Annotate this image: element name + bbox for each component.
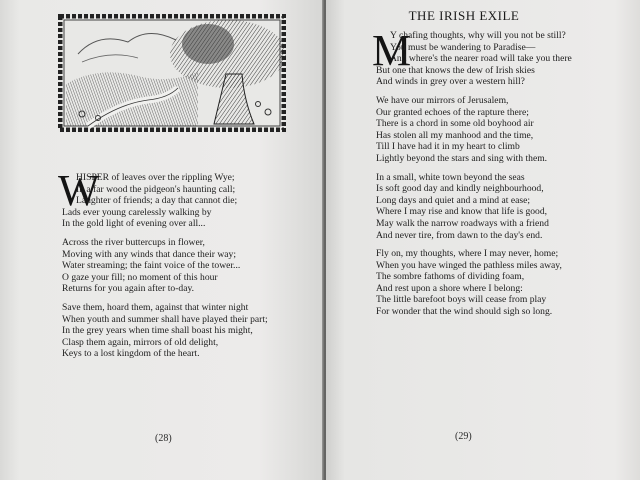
poem-line: And rest upon a shore where I belong: [376,282,523,294]
poem-line: Save them, hoard them, against that winter night [62,301,249,313]
stanza [376,95,572,165]
woodcut-illustration [58,14,286,132]
poem-line: And where's the nearer road will take you there [390,53,572,65]
stanza [62,172,268,230]
poem-line: The sombre fathoms of dividing foam, [376,271,525,283]
drop-cap: M [372,26,412,75]
page-number: (28) [155,433,172,444]
poem-line: The little barefoot boys will cease from play [376,294,547,306]
poem-line: In a small, white town beyond the seas [376,171,525,183]
stanza [376,172,572,242]
poem-line: When you have winged the pathless miles away, [376,259,562,271]
poem-line: Fly on, my thoughts, where I may never, home; [376,248,559,260]
poem-line: Lightly beyond the stars and sing with them. [376,152,548,164]
poem-line: HISPER of leaves over the rippling Wye; [76,172,235,183]
poem-line: You must be wandering to Paradise— [390,41,536,53]
poem-line: Our granted echoes of the rapture there; [376,106,529,118]
poem-line: Long days and quiet and a mind at ease; [376,194,530,206]
page-number: (29) [455,431,472,442]
poem-line: Is soft good day and kindly neighbourhood, [376,183,544,195]
poem-line: And winds in grey over a western hill? [376,76,525,88]
poem-line: Returns for you again after to-day. [62,283,195,295]
poem-line: In the gold light of evening over all... [62,218,206,230]
poem-line: Has stolen all my manhood and the time, [376,129,534,141]
poem-line: Till I have had it in my heart to climb [376,141,520,153]
poem-line: Across the river buttercups in flower, [62,236,205,248]
poem-line: For wonder that the wind should sigh so long. [376,306,553,318]
poem-line: There is a chord in some old boyhood air [376,118,534,130]
poem-line: Water streaming; the faint voice of the tower... [62,260,241,272]
poem-line: Lads ever young carelessly walking by [62,206,212,218]
poem-line: O gaze your fill; no moment of this hour [62,271,218,283]
poem-line: In a far wood the pidgeon's haunting call; [76,183,236,195]
drop-cap: W [58,166,100,215]
poem-line: Y chafing thoughts, why will you not be still? [390,30,566,41]
poem-line: Moving with any winds that dance their way; [62,248,236,260]
stanza [62,237,268,295]
stanza [376,248,572,318]
poem-line: We have our mirrors of Jerusalem, [376,94,509,106]
poem-line: Clasp them again, mirrors of old delight, [62,336,219,348]
poem-line: Where I may rise and know that life is good, [376,206,548,218]
poem-line: But one that knows the dew of Irish skies [376,64,535,76]
poem-line: When youth and summer shall have played their part; [62,313,268,325]
poem-line: May walk the narrow roadways with a friend [376,217,549,229]
poem-title: THE IRISH EXILE [408,8,520,23]
poem-left [62,172,268,367]
poem-right [376,30,572,325]
poem-line: Laughter of friends; a day that cannot die; [76,195,238,207]
stanza [62,302,268,360]
poem-line: And never tire, from dawn to the day's end. [376,229,543,241]
stanza [376,30,572,88]
poem-line: Keys to a lost kingdom of the heart. [62,348,200,360]
poem-line: In the grey years when time shall boast his might, [62,325,253,337]
